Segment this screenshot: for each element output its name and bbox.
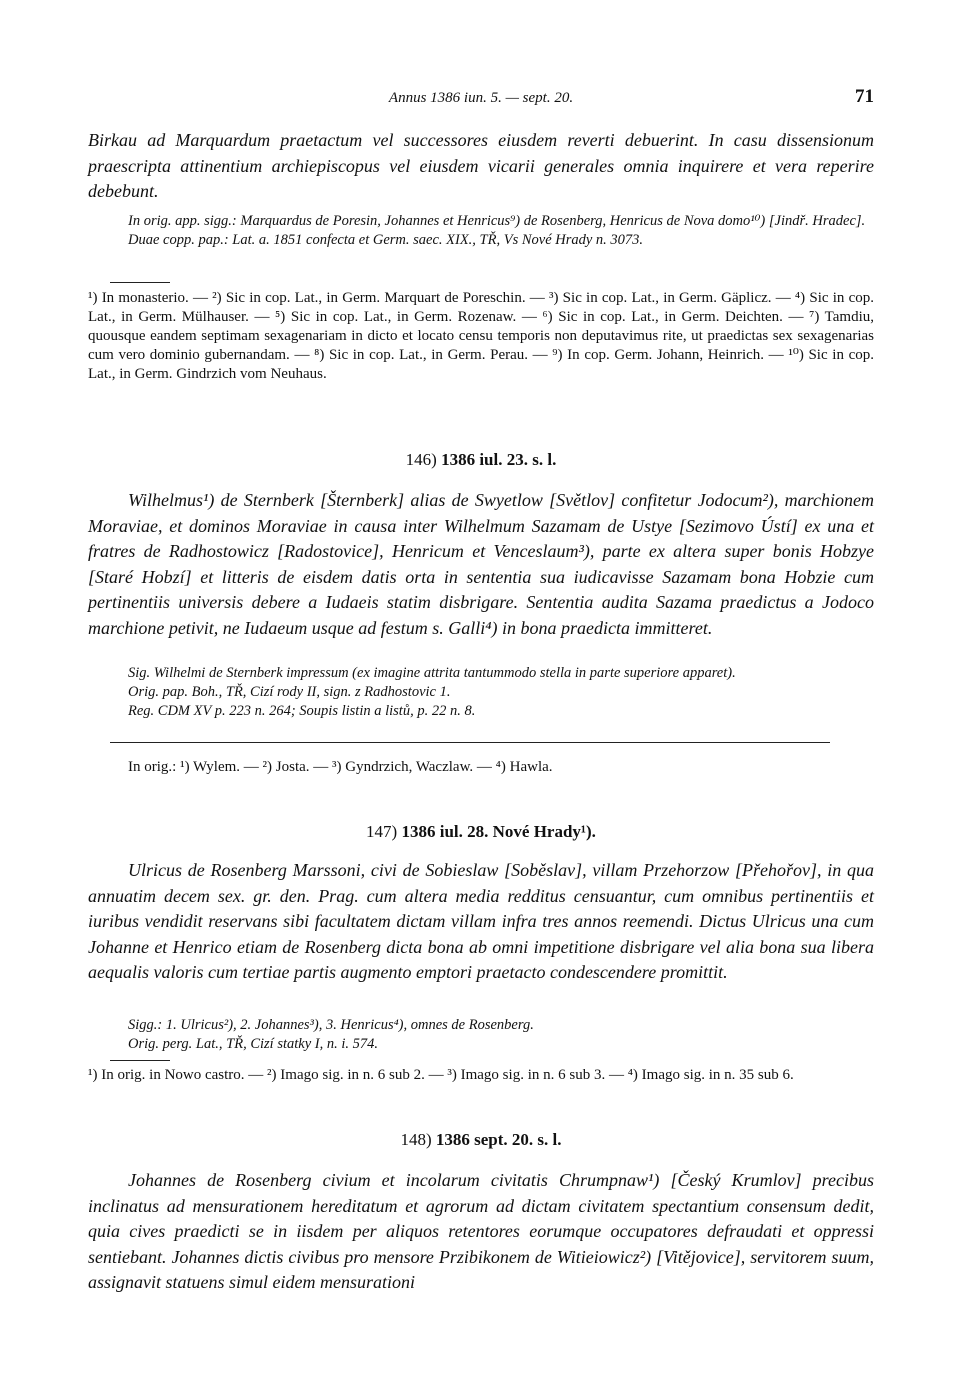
doc-148-heading <box>88 1130 874 1150</box>
prev-doc-footnotes: ¹) In monasterio. — ²) Sic in cop. Lat., in Germ. Marquart de Poreschin. — ³) Sic in cop. Lat., in Germ. Gäplicz. — ⁴) Sic in cop. Lat., in Germ. Mülhauser. — ⁵) Sic in cop. Lat., in Germ. Rozenaw. — ⁶) Sic in cop. Lat., in Germ. Deichten. — ⁷) Tamdiu, quousque eandem septimam sexagenariam in dicto et locato censu temporis non deputavimus rite, ut praedictas sex sexagenarias cum vero dominio gubernandam. — ⁸) Sic in cop. Lat., in Germ. Perau. — ⁹) In cop. Germ. Johann, Heinrich. — ¹⁰) Sic in cop. Lat., in Germ. Gindrzich vom Neuhaus. <box>88 290 874 382</box>
doc-146-heading <box>88 450 874 470</box>
running-head: Annus 1386 iun. 5. — sept. 20. <box>388 90 574 106</box>
doc-date: 1386 sept. 20. s. l. <box>435 1130 562 1149</box>
note-line: In orig. app. sigg.: Marquardus de Poresin, Johannes et Henricus⁹) de Rosenberg, Henricus de Nova domo¹⁰) [Jindř. Hradec]. <box>128 213 866 229</box>
doc-147-notes <box>88 1016 874 1054</box>
doc-146-notes <box>88 664 874 721</box>
doc-147-footnotes: ¹) In orig. in Nowo castro. — ²) Imago sig. in n. 6 sub 2. — ³) Imago sig. in n. 6 sub 3. — ⁴) Imago sig. in n. 35 sub 6. <box>88 1067 794 1083</box>
note-line: Orig. pap. Boh., TŘ, Cizí rody II, sign. z Radhostovic 1. <box>128 684 451 700</box>
note-line: Duae copp. pap.: Lat. a. 1851 confecta et Germ. saec. XIX., TŘ, Vs Nové Hrady n. 3073. <box>128 232 644 248</box>
doc-148-text: Johannes de Rosenberg civium et incolarum civitatis Chrumpnaw¹) [Český Krumlov] precibus inclinatus ad mensurationem hereditatum et agrorum ad dictam civitatem spectantium consensum dedit, quia cives praedicti se in iisdem per aliquos retentores eorumque occupatores defraudati et oppressi sentiebant. Johannes dictis civibus pro mensore Przibikonem de Witieiowicz²) [Vitějovice], servitorem suum, assignavit statuens simul eidem mensurationi <box>88 1170 874 1292</box>
doc-number: 146) <box>405 450 437 469</box>
page-number: 71 <box>855 86 874 107</box>
footnote-rule <box>110 1060 170 1061</box>
footnote-rule <box>110 282 170 283</box>
prev-doc-text: Birkau ad Marquardum praetactum vel successores eiusdem reverti debuerint. In casu dissensionum praescripta attinentium archiepiscopus vel eiusdem vicarii generales omnia inquirere et vera reperire debebunt. <box>88 130 874 201</box>
page-header <box>88 84 874 112</box>
doc-date: 1386 iul. 23. s. l. <box>441 450 557 469</box>
doc-146-footnotes: In orig.: ¹) Wylem. — ²) Josta. — ³) Gyndrzich, Waczlaw. — ⁴) Hawla. <box>128 759 553 775</box>
doc-date: 1386 iul. 28. Nové Hrady¹). <box>401 822 596 841</box>
prev-doc-notes <box>88 212 874 250</box>
note-line: Sig. Wilhelmi de Sternberk impressum (ex imagine attrita tantummodo stella in parte superiore apparet). <box>128 665 736 681</box>
note-line: Reg. CDM XV p. 223 n. 264; Soupis listin a listů, p. 22 n. 8. <box>128 703 476 719</box>
doc-147-text: Ulricus de Rosenberg Marssoni, civi de Sobieslaw [Soběslav], villam Przehorzow [Přehořov], in qua annuatim decem sex. gr. den. Prag. cum altera media redditus censuantur, cum omnibus pertinentiis et iuribus vendidit reservans sibi facultatem dictam villam infra tres annos reemendi. Dictus Ulricus una cum Johanne et Henrico etiam de Rosenberg dicta bona ab omni impetitione disbrigare vel alia bona sua libera aequalis valoris cum tertiae partis augmento emptori praetacto condescendere promittit. <box>88 860 874 982</box>
note-line: Orig. perg. Lat., TŘ, Cizí statky I, n. i. 574. <box>128 1036 378 1052</box>
doc-number: 147) <box>366 822 398 841</box>
doc-146-text: Wilhelmus¹) de Sternberk [Šternberk] alias de Swyetlow [Světlov] confitetur Jodocum²), marchionem Moraviae, et dominos Moraviae in causa inter Wilhelmum Sazamam de Ustye [Sezimovo Ústí] ex una et fratres de Radhostowicz [Radostovice], Henricum et Venceslaum³), parte ex altera super bonis Hobzye [Staré Hobzí] et litteris de eisdem datis orta in sententia sua iudicavisse Sazamam bona Hobzie cum pertinentiis universis debere a Iudaeis statim disbrigare. Sententia audita Sazama praedictus a Jodoco marchione petivit, ne Iudaeum usque ad festum s. Galli⁴) in bona praedicta immitteret. <box>88 490 874 638</box>
note-line: Sigg.: 1. Ulricus²), 2. Johannes³), 3. Henricus⁴), omnes de Rosenberg. <box>128 1017 534 1033</box>
doc-number: 148) <box>400 1130 432 1149</box>
doc-147-heading <box>88 822 874 842</box>
footnote-rule <box>110 742 830 743</box>
